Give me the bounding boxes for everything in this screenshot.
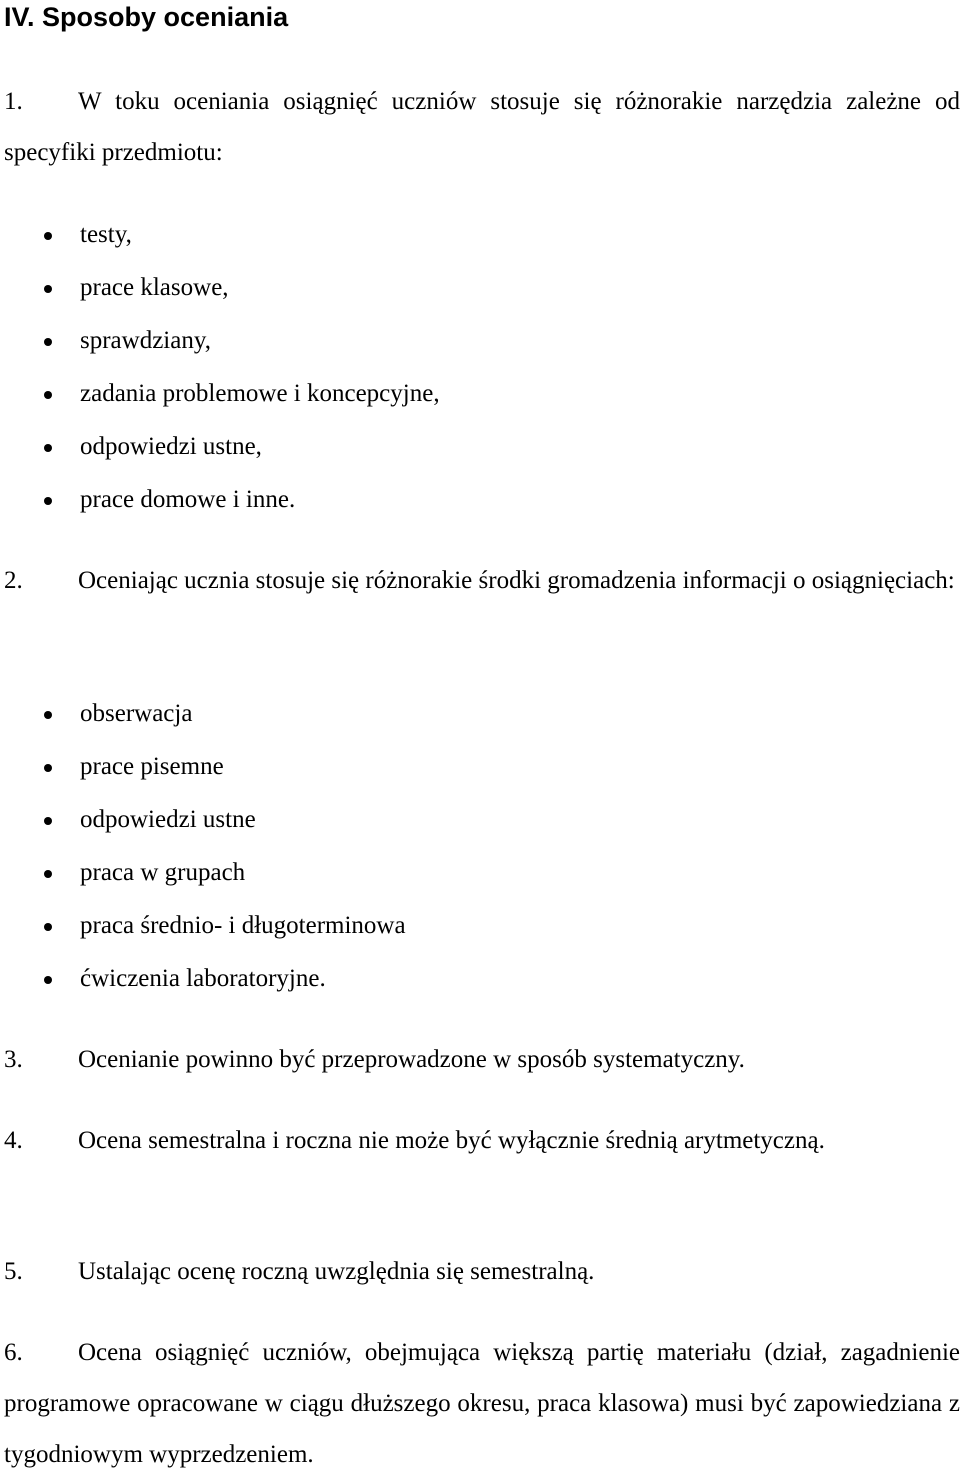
list-item-text: zadania problemowe i koncepcyjne, bbox=[80, 380, 440, 407]
section-title: IV. Sposoby oceniania bbox=[4, 2, 289, 32]
paragraph-5 bbox=[4, 1246, 960, 1297]
assessment-tools-list bbox=[0, 208, 960, 526]
paragraph-6 bbox=[4, 1327, 960, 1480]
paragraph-6-number: 6. bbox=[4, 1339, 23, 1366]
paragraph-5-text: Ustalając ocenę roczną uwzględnia się semestralną. bbox=[78, 1258, 595, 1285]
bullet-icon bbox=[44, 338, 52, 346]
bullet-icon bbox=[44, 870, 52, 878]
bullet-icon bbox=[44, 976, 52, 984]
bullet-icon bbox=[44, 285, 52, 293]
paragraph-1-text: W toku oceniania osiągnięć uczniów stosuje się różnorakie narzędzia zależne od specyfiki przedmiotu: bbox=[4, 88, 960, 166]
list-item bbox=[0, 314, 960, 367]
bullet-icon bbox=[44, 497, 52, 505]
list-item-text: praca w grupach bbox=[80, 859, 246, 886]
paragraph-3-text: Ocenianie powinno być przeprowadzone w sposób systematyczny. bbox=[78, 1046, 745, 1073]
bullet-icon bbox=[44, 764, 52, 772]
list-item-text: ćwiczenia laboratoryjne. bbox=[80, 965, 326, 992]
list-item bbox=[0, 473, 960, 526]
paragraph-6-text: Ocena osiągnięć uczniów, obejmująca większą partię materiału (dział, zagadnienie programowe opracowane w ciągu dłuższego okresu, praca klasowa) musi być zapowiedziana z tygodniowym wyprzedzeniem. bbox=[4, 1339, 960, 1468]
information-sources-list bbox=[0, 687, 960, 1005]
list-item bbox=[0, 952, 960, 1005]
list-item bbox=[0, 793, 960, 846]
list-item-text: prace klasowe, bbox=[80, 274, 229, 301]
bullet-icon bbox=[44, 444, 52, 452]
list-item-text: odpowiedzi ustne, bbox=[80, 433, 262, 460]
paragraph-3-number: 3. bbox=[4, 1046, 23, 1073]
paragraph-4 bbox=[4, 1115, 960, 1166]
bullet-icon bbox=[44, 923, 52, 931]
list-item bbox=[0, 740, 960, 793]
list-item bbox=[0, 367, 960, 420]
list-item bbox=[0, 846, 960, 899]
bullet-icon bbox=[44, 817, 52, 825]
paragraph-3 bbox=[4, 1034, 960, 1085]
list-item-text: obserwacja bbox=[80, 700, 193, 727]
paragraph-4-text: Ocena semestralna i roczna nie może być wyłącznie średnią arytmetyczną. bbox=[78, 1127, 825, 1154]
list-item-text: prace domowe i inne. bbox=[80, 486, 296, 513]
list-item-text: sprawdziany, bbox=[80, 327, 211, 354]
list-item bbox=[0, 899, 960, 952]
paragraph-2-number: 2. bbox=[4, 567, 23, 594]
paragraph-2 bbox=[4, 555, 960, 606]
list-item-text: prace pisemne bbox=[80, 753, 224, 780]
list-item bbox=[0, 261, 960, 314]
list-item bbox=[0, 420, 960, 473]
paragraph-4-number: 4. bbox=[4, 1127, 23, 1154]
list-item-text: testy, bbox=[80, 221, 132, 248]
bullet-icon bbox=[44, 232, 52, 240]
paragraph-1-number: 1. bbox=[4, 88, 23, 115]
list-item-text: odpowiedzi ustne bbox=[80, 806, 256, 833]
bullet-icon bbox=[44, 391, 52, 399]
list-item-text: praca średnio- i długoterminowa bbox=[80, 912, 406, 939]
bullet-icon bbox=[44, 711, 52, 719]
paragraph-1 bbox=[4, 76, 960, 178]
paragraph-5-number: 5. bbox=[4, 1258, 23, 1285]
list-item bbox=[0, 687, 960, 740]
list-item bbox=[0, 208, 960, 261]
paragraph-2-text: Oceniając ucznia stosuje się różnorakie środki gromadzenia informacji o osiągnięciach: bbox=[78, 567, 955, 594]
